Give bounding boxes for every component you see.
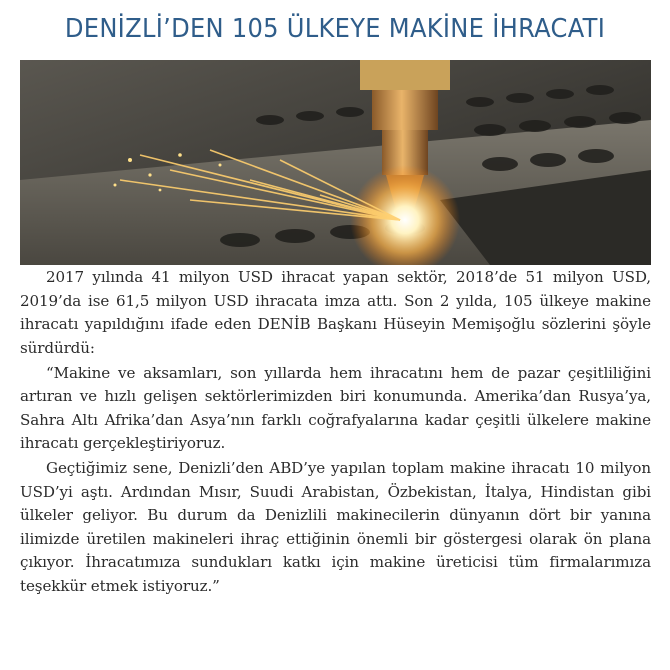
laser-cutting-photo — [20, 60, 651, 265]
paragraph: 2017 yılında 41 milyon USD ihracat yapan sektör, 2018’de 51 milyon USD, 2019’da ise 61,5 milyon USD ihracata imza attı. Son 2 yılda, 105 ülkeye makine ihracatı yapıldığını ifade eden DENİB Başkanı Hüseyin Memişoğlu sözlerini şöyle sürdürdü: — [20, 268, 651, 357]
paragraph: Geçtiğimiz sene, Denizli’den ABD’ye yapılan toplam makine ihracatı 10 milyon USD’yi aştı. Ardından Mısır, Suudi Arabistan, Özbekistan, İtalya, Hindistan gibi ülkeler geliyor. Bu durum da Denizlili makinecilerin dünyanın dört bir yanına ilimizde üretilen makineleri ihraç ettiğinin önemli bir göstergesi olarak ön plana çıkıyor. İhracatımıza sundukları katkı için makine üreticisi tüm firmalarımıza teşekkür etmek istiyoruz.” — [20, 459, 651, 595]
paragraph: “Makine ve aksamları, son yıllarda hem ihracatını hem de pazar çeşitliliğini artıran ve hızlı gelişen sektörlerimizden biri konumunda. Amerika’dan Rusya’ya, Sahra Altı Afrika’dan Asya’nın farklı coğrafyalarına kadar çeşitli ülkelere makine ihracatı gerçekleştiriyoruz. — [20, 363, 651, 452]
headline: DENİZLİ’DEN 105 ÜLKEYE MAKİNE İHRACATI — [64, 14, 606, 44]
article-body — [20, 266, 651, 600]
